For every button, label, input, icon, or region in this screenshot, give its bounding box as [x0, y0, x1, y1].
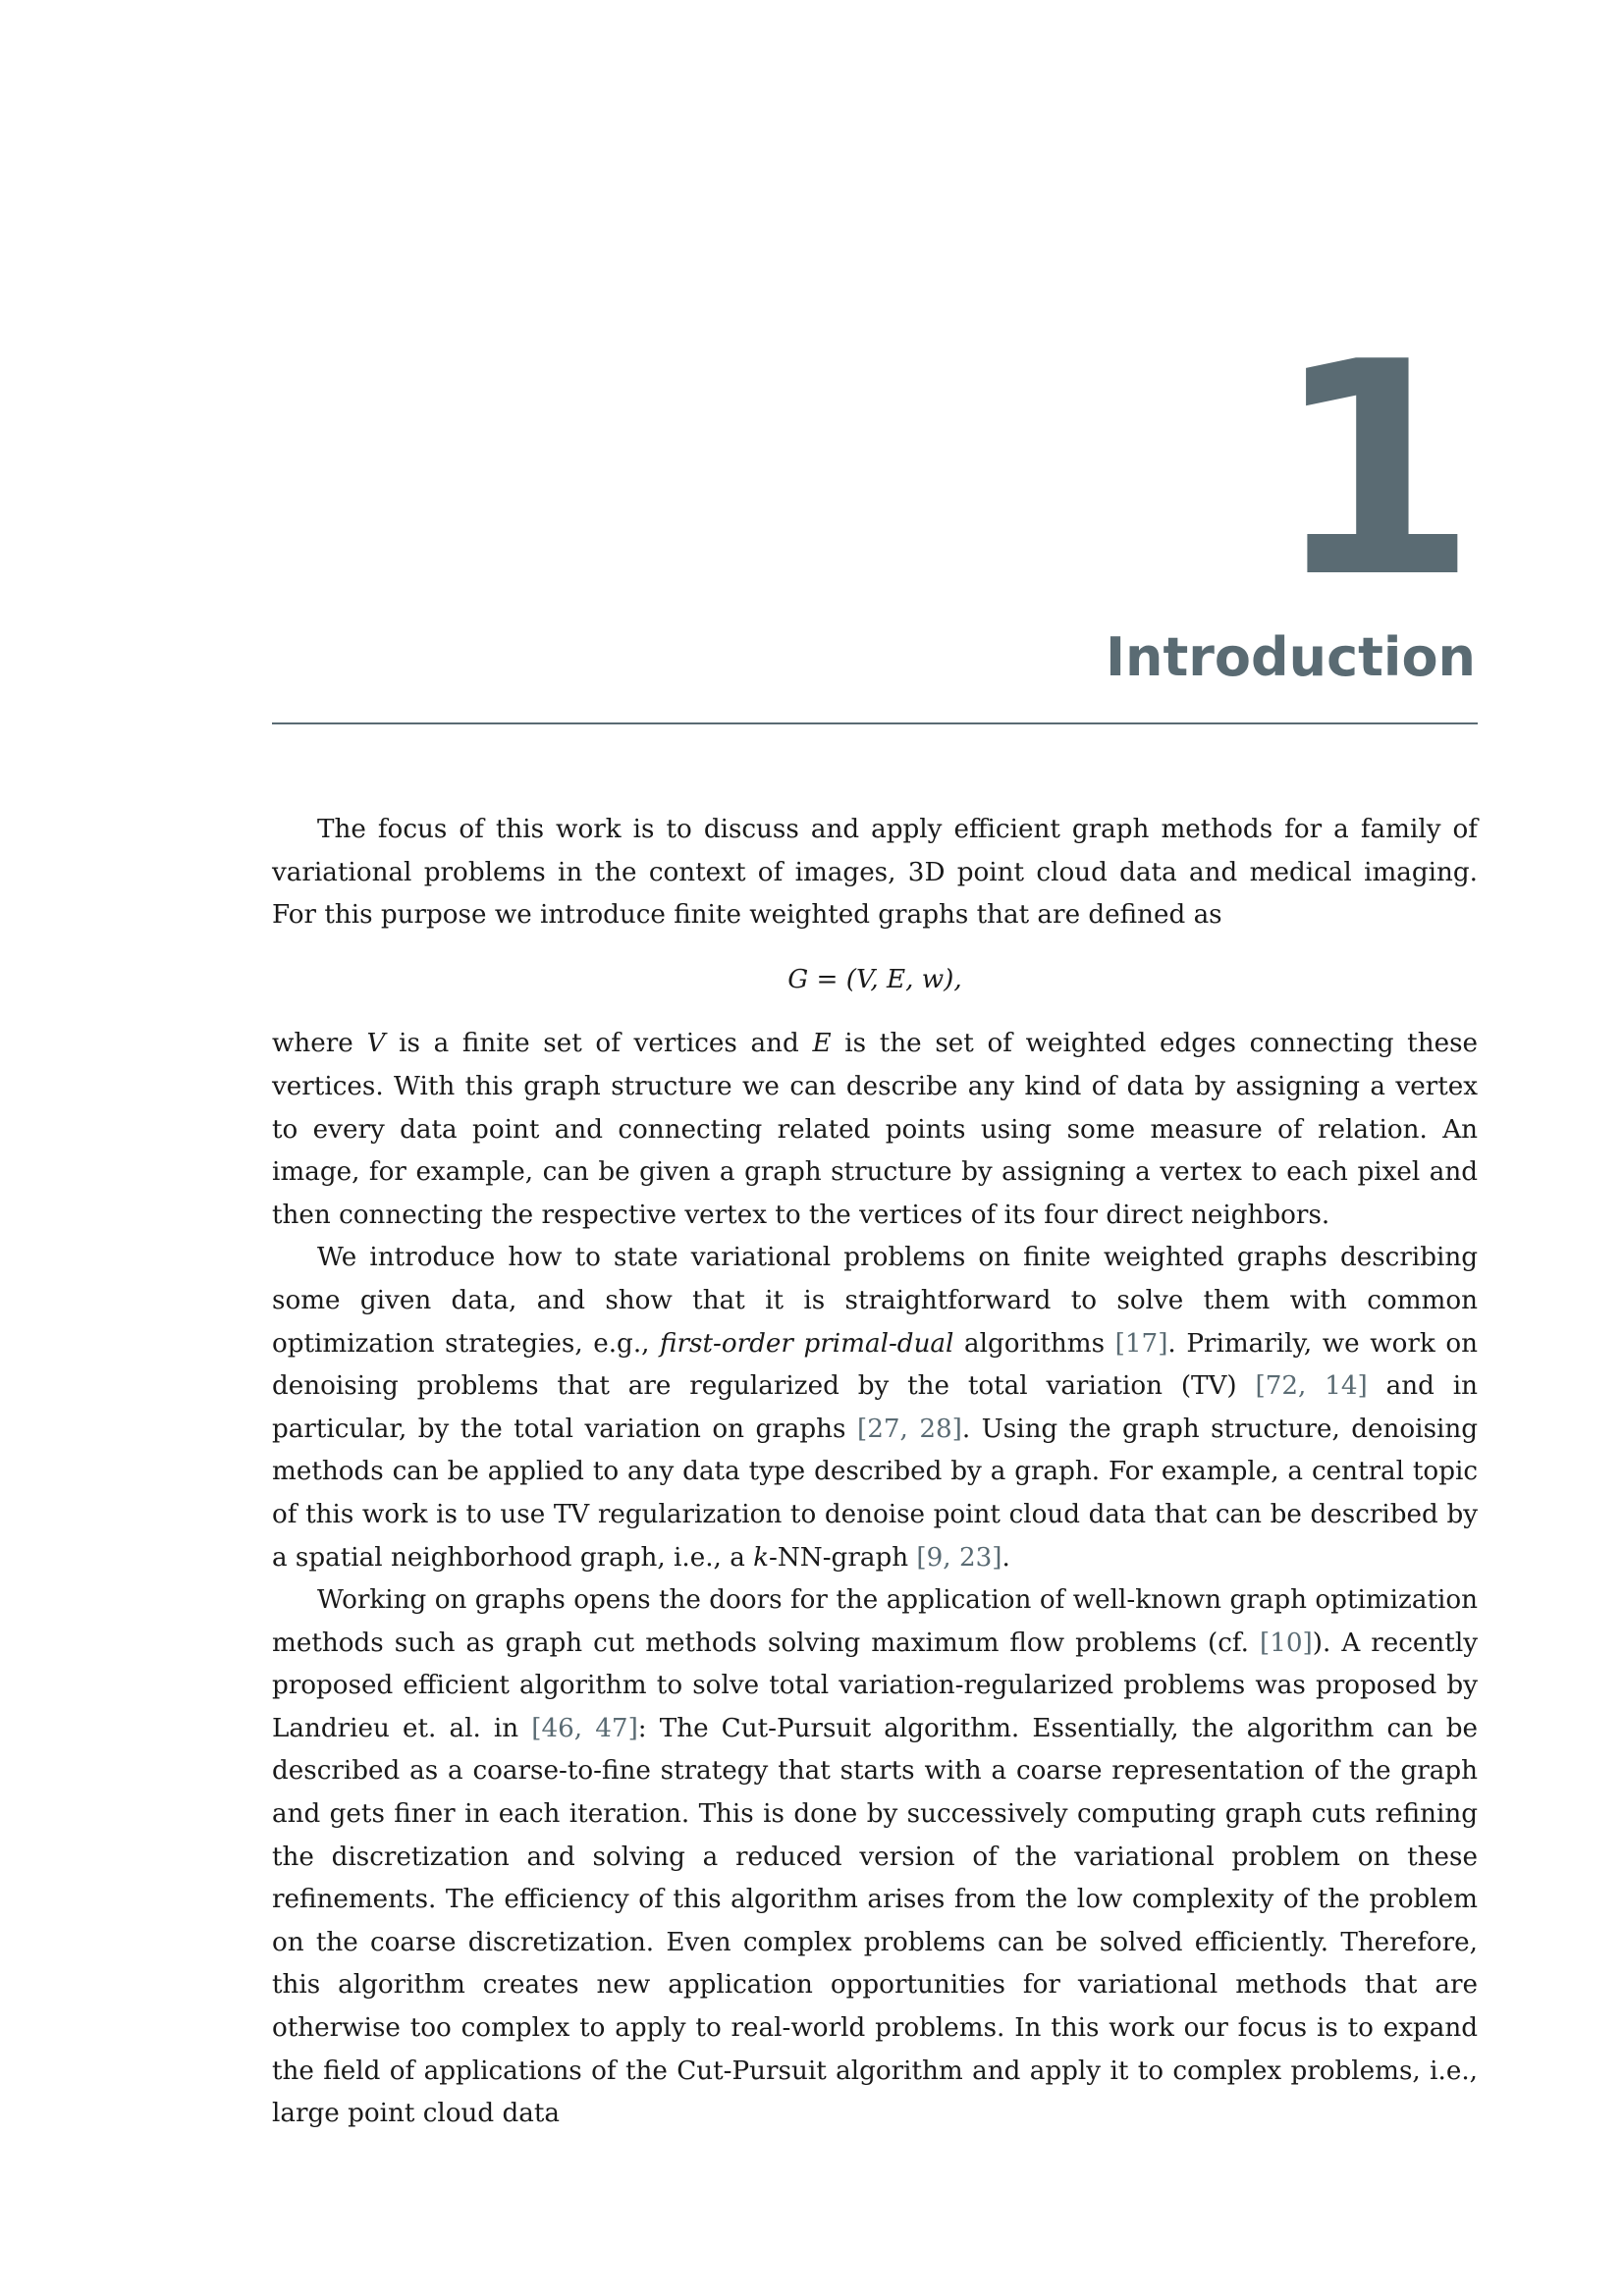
p3-text-6: -NN-graph	[769, 1542, 909, 1573]
paragraph-2	[272, 1023, 1478, 1237]
p4-text-1: Working on graphs opens the doors for the application of well-known graph optimization methods such as graph cut methods solving maximum flow problems (cf.	[272, 1585, 1478, 1658]
var-v: V	[366, 1029, 386, 1059]
p2-text-3: is the set of weighted edges connecting these vertices. With this graph structure we can describe any kind of data by assigning a vertex to every data point and connecting related points using some measure of relation. An image, for example, can be given a graph structure by assigning a vertex to each pixel and then connecting the respective vertex to the vertices of its four direct neighbors.	[272, 1029, 1479, 1230]
paragraph-4	[272, 1579, 1478, 2136]
p4-text-2: ). A recently proposed efficient algorithm to solve total variation-regularized problems was proposed by Landrieu et. al. in	[272, 1628, 1478, 1743]
p2-text-2: is a finite set of vertices and	[399, 1029, 799, 1059]
citation-46-47[interactable]: [46, 47]	[531, 1713, 638, 1743]
citation-27-28[interactable]: [27, 28]	[856, 1414, 962, 1444]
citation-72-14[interactable]: [72, 14]	[1255, 1371, 1368, 1402]
equation-text: G = (V, E, w),	[787, 964, 962, 994]
citation-9-23[interactable]: [9, 23]	[916, 1542, 1002, 1573]
chapter-divider	[272, 722, 1478, 724]
p3-text-1: We introduce how to state variational problems on finite weighted graphs describing some given data, and show that it is straightforward to solve them with common optimization strategies, e.g.,	[272, 1243, 1478, 1359]
chapter-body	[272, 809, 1478, 2136]
paragraph-1: The focus of this work is to discuss and apply efficient graph methods for a family of variational problems in the context of images, 3D point cloud data and medical imaging. For this purpose we introduce finite weighted graphs that are defined as	[272, 815, 1478, 931]
p3-text-4: and in particular, by the total variation on graphs	[272, 1371, 1478, 1444]
p4-text-3: : The Cut-Pursuit algorithm. Essentially, the algorithm can be described as a coarse-to-fine strategy that starts with a coarse representation of the graph and gets finer in each iteration. This is done by successively computing graph cuts refining the discretization and solving a reduced version of the variational problem on these refinements. The efficiency of this algorithm arises from the low complexity of the problem on the coarse discretization. Even complex problems can be solved efficiently. Therefore, this algorithm creates new application opportunities for variational methods that are otherwise too complex to apply to real-world problems. In this work our focus is to expand the field of applications of the Cut-Pursuit algorithm and apply it to complex problems, i.e., large point cloud data	[272, 1713, 1479, 2129]
citation-17[interactable]: [17]	[1114, 1328, 1168, 1359]
p3-emphasis: first-order primal-dual	[660, 1328, 954, 1359]
citation-10[interactable]: [10]	[1260, 1628, 1313, 1658]
p3-text-2: algorithms	[964, 1328, 1106, 1359]
graph-equation	[272, 959, 1478, 1002]
var-k: k	[753, 1542, 770, 1573]
var-e: E	[812, 1029, 832, 1059]
chapter-title: Introduction	[1105, 626, 1476, 688]
chapter-number: 1	[1272, 299, 1478, 642]
p2-text-1: where	[272, 1029, 353, 1059]
p3-text-3: . Primarily, we work on denoising problems that are regularized by the total variation (TV)	[272, 1328, 1478, 1402]
p3-text-7: .	[1001, 1542, 1010, 1573]
p3-text-5: . Using the graph structure, denoising methods can be applied to any data type described by a graph. For example, a central topic of this work is to use TV regularization to denoise point cloud data that can be described by a spatial neighborhood graph, i.e., a	[272, 1414, 1479, 1573]
paragraph-3	[272, 1237, 1478, 1579]
